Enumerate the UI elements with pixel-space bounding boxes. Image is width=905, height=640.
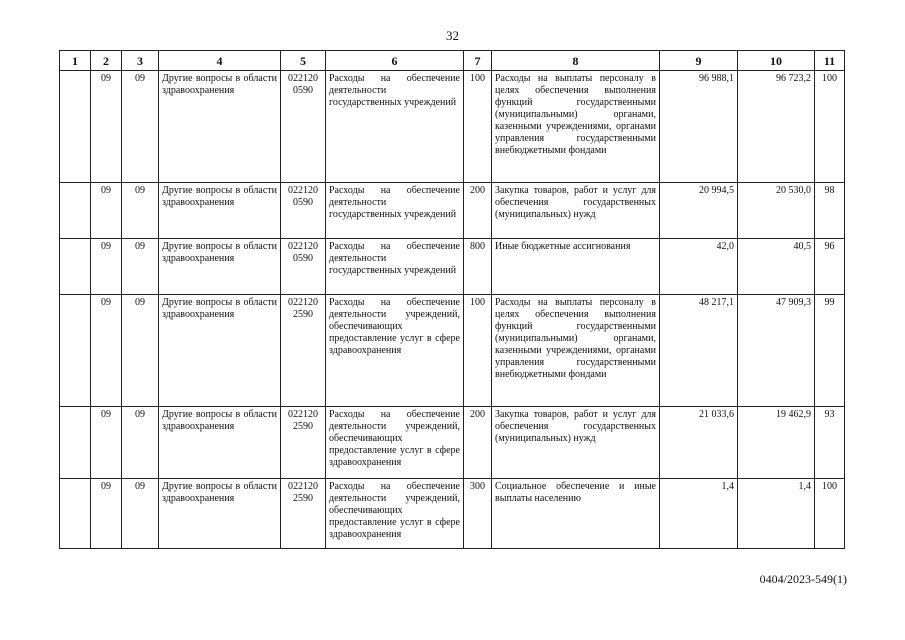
cell-col-3: 09 (122, 479, 159, 549)
cell-col-4: Другие вопросы в области здравоохранения (159, 407, 281, 479)
cell-col-4: Другие вопросы в области здравоохранения (159, 71, 281, 183)
cell-col-11: 100 (815, 479, 845, 549)
column-header-5: 5 (281, 51, 326, 71)
cell-col-4: Другие вопросы в области здравоохранения (159, 239, 281, 295)
cell-col-2: 09 (91, 183, 122, 239)
cell-col-4: Другие вопросы в области здравоохранения (159, 479, 281, 549)
table-row (60, 407, 845, 479)
cell-col-1 (60, 295, 91, 407)
cell-col-1 (60, 479, 91, 549)
cell-col-7: 100 (464, 295, 492, 407)
cell-col-3: 09 (122, 407, 159, 479)
cell-col-2: 09 (91, 407, 122, 479)
column-header-4: 4 (159, 51, 281, 71)
cell-col-5: 022120 0590 (281, 71, 326, 183)
column-header-11: 11 (815, 51, 845, 71)
cell-col-3: 09 (122, 183, 159, 239)
cell-col-5: 022120 0590 (281, 183, 326, 239)
column-header-8: 8 (492, 51, 660, 71)
table-row (60, 239, 845, 295)
cell-col-6: Расходы на обеспечение деятельности учреждений, обеспечивающих предоставление услуг в сфере здравоохранения (326, 479, 464, 549)
cell-col-4: Другие вопросы в области здравоохранения (159, 183, 281, 239)
cell-col-7: 200 (464, 407, 492, 479)
cell-col-8: Расходы на выплаты персоналу в целях обеспечения выполнения функций государственными (муниципальными) органами, казенными учреждениями, органами управления государственными внебюджетными фондами (492, 295, 660, 407)
column-header-3: 3 (122, 51, 159, 71)
cell-col-7: 300 (464, 479, 492, 549)
column-header-9: 9 (660, 51, 738, 71)
cell-col-6: Расходы на обеспечение деятельности государственных учреждений (326, 71, 464, 183)
cell-col-11: 98 (815, 183, 845, 239)
cell-col-1 (60, 71, 91, 183)
cell-col-6: Расходы на обеспечение деятельности государственных учреждений (326, 183, 464, 239)
cell-col-11: 96 (815, 239, 845, 295)
cell-col-2: 09 (91, 239, 122, 295)
budget-table (59, 50, 845, 549)
document-code: 0404/2023-549(1) (759, 572, 847, 586)
cell-col-3: 09 (122, 71, 159, 183)
column-header-10: 10 (738, 51, 815, 71)
cell-col-7: 800 (464, 239, 492, 295)
table-row (60, 71, 845, 183)
cell-col-11: 100 (815, 71, 845, 183)
cell-col-8: Социальное обеспечение и иные выплаты населению (492, 479, 660, 549)
cell-col-1 (60, 239, 91, 295)
cell-col-10: 96 723,2 (738, 71, 815, 183)
cell-col-6: Расходы на обеспечение деятельности учреждений, обеспечивающих предоставление услуг в сфере здравоохранения (326, 407, 464, 479)
cell-col-11: 93 (815, 407, 845, 479)
column-header-1: 1 (60, 51, 91, 71)
cell-col-5: 022120 0590 (281, 239, 326, 295)
cell-col-8: Закупка товаров, работ и услуг для обеспечения государственных (муниципальных) нужд (492, 183, 660, 239)
cell-col-8: Закупка товаров, работ и услуг для обеспечения государственных (муниципальных) нужд (492, 407, 660, 479)
cell-col-10: 40,5 (738, 239, 815, 295)
cell-col-2: 09 (91, 71, 122, 183)
cell-col-4: Другие вопросы в области здравоохранения (159, 295, 281, 407)
cell-col-1 (60, 407, 91, 479)
cell-col-8: Расходы на выплаты персоналу в целях обеспечения выполнения функций государственными (муниципальными) органами, казенными учреждениями, органами управления государственными внебюджетными фондами (492, 71, 660, 183)
cell-col-10: 1,4 (738, 479, 815, 549)
table-row (60, 183, 845, 239)
column-header-6: 6 (326, 51, 464, 71)
cell-col-7: 200 (464, 183, 492, 239)
cell-col-11: 99 (815, 295, 845, 407)
cell-col-7: 100 (464, 71, 492, 183)
cell-col-10: 19 462,9 (738, 407, 815, 479)
cell-col-5: 022120 2590 (281, 407, 326, 479)
cell-col-6: Расходы на обеспечение деятельности учреждений, обеспечивающих предоставление услуг в сфере здравоохранения (326, 295, 464, 407)
cell-col-2: 09 (91, 295, 122, 407)
cell-col-10: 20 530,0 (738, 183, 815, 239)
column-header-7: 7 (464, 51, 492, 71)
table-row (60, 295, 845, 407)
cell-col-3: 09 (122, 239, 159, 295)
cell-col-1 (60, 183, 91, 239)
cell-col-10: 47 909,3 (738, 295, 815, 407)
cell-col-5: 022120 2590 (281, 479, 326, 549)
cell-col-8: Иные бюджетные ассигнования (492, 239, 660, 295)
cell-col-9: 42,0 (660, 239, 738, 295)
cell-col-6: Расходы на обеспечение деятельности государственных учреждений (326, 239, 464, 295)
table-row (60, 479, 845, 549)
cell-col-9: 96 988,1 (660, 71, 738, 183)
cell-col-9: 21 033,6 (660, 407, 738, 479)
cell-col-5: 022120 2590 (281, 295, 326, 407)
cell-col-3: 09 (122, 295, 159, 407)
column-header-2: 2 (91, 51, 122, 71)
cell-col-9: 48 217,1 (660, 295, 738, 407)
cell-col-9: 1,4 (660, 479, 738, 549)
table-header-row (60, 51, 845, 71)
cell-col-2: 09 (91, 479, 122, 549)
cell-col-9: 20 994,5 (660, 183, 738, 239)
page-number: 32 (446, 28, 459, 43)
